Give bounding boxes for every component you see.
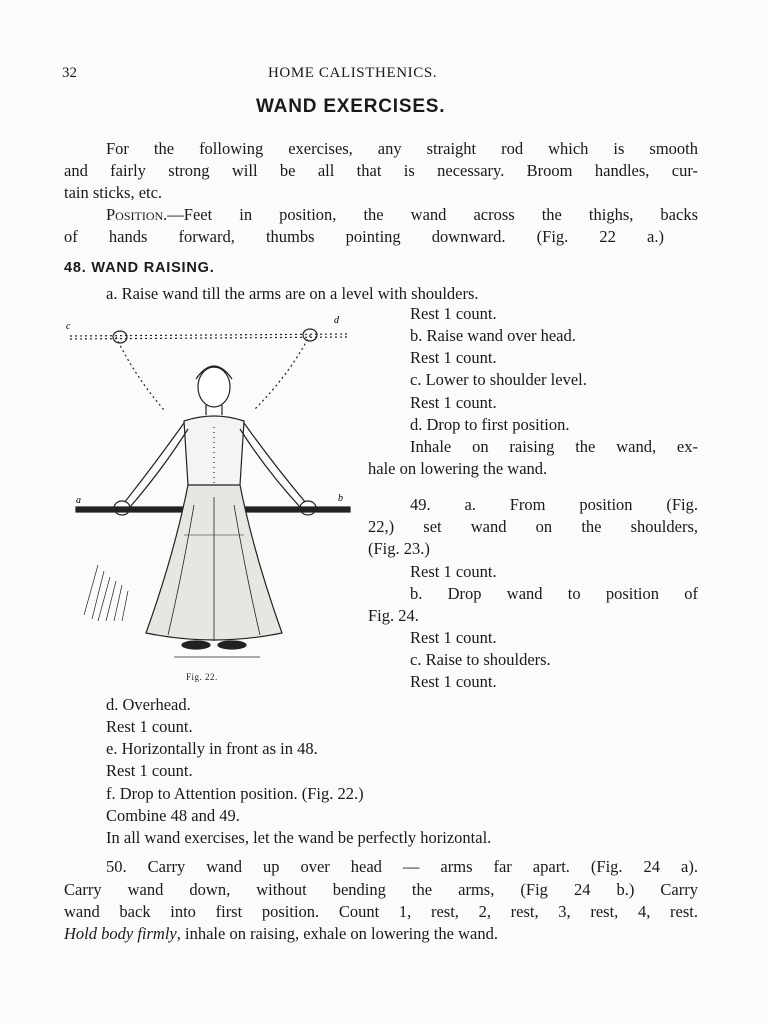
exercise-49-step-1: Rest 1 count. <box>410 562 497 581</box>
figure-22-illustration <box>64 315 364 665</box>
exercise-49-step-5: Rest 1 count. <box>410 672 497 691</box>
exercise-48-step-4: c. Lower to shoulder level. <box>410 370 587 389</box>
fig-letter-a: a <box>76 495 81 506</box>
intro-line-1: For the following exercises, any straight rod which is smooth <box>106 139 698 158</box>
figure-caption: Fig. 22. <box>186 672 218 682</box>
position-line-1-text: —Feet in position, the wand across the thighs, backs <box>167 205 698 224</box>
exercise-48-heading: 48. WAND RAISING. <box>64 260 215 276</box>
exercise-49-step-2: b. Drop wand to position of <box>410 584 698 603</box>
intro-line-3: tain sticks, etc. <box>64 183 163 202</box>
exercise-48-step-5: Rest 1 count. <box>410 393 497 412</box>
figure-22 <box>64 315 364 665</box>
exercise-49-fig24: Fig. 24. <box>368 606 419 625</box>
exercise-50-emphasis: Hold body firmly <box>64 924 177 943</box>
arm-raised-right-outline <box>254 335 310 410</box>
exercise-48-step-2: b. Raise wand over head. <box>410 326 576 345</box>
exercise-49-line-2: 22,) set wand on the shoulders, <box>368 517 698 536</box>
exercise-50-line-2: Carry wand down, without bending the arms, (Fig 24 b.) Carry <box>64 880 698 899</box>
exercise-50-line-3: wand back into first position. Count 1, rest, 2, rest, 3, rest, 4, rest. <box>64 902 698 921</box>
exercise-49-line-1: 49. a. From position (Fig. <box>410 495 698 514</box>
wand-raised-outline <box>70 334 350 336</box>
arm-right <box>244 423 306 503</box>
floor-shading <box>84 565 128 621</box>
exercise-49-step-4: c. Raise to shoulders. <box>410 650 551 669</box>
exercise-48-step-7: Inhale on raising the wand, ex- <box>410 437 698 456</box>
continuation-rest-1: Rest 1 count. <box>106 717 193 736</box>
continuation-e: e. Horizontally in front as in 48. <box>106 739 318 758</box>
exercise-50-line-4 <box>64 923 498 945</box>
exercise-50-line-4-rest: , inhale on raising, exhale on lowering the wand. <box>176 924 498 943</box>
exercise-49-step-3: Rest 1 count. <box>410 628 497 647</box>
fig-letter-c: c <box>66 321 71 332</box>
arm-left <box>124 423 184 503</box>
continuation-f: f. Drop to Attention position. (Fig. 22.) <box>106 784 364 803</box>
fig-letter-d: d <box>334 315 339 326</box>
exercise-50-line-1: 50. Carry wand up over head — arms far apart. (Fig. 24 a). <box>106 857 698 876</box>
position-line-2: of hands forward, thumbs pointing downward. (Fig. 22 a.) <box>64 227 664 246</box>
exercise-48-step-6: d. Drop to first position. <box>410 415 570 434</box>
exercise-49-line-3: (Fig. 23.) <box>368 539 430 558</box>
position-line-1 <box>106 204 698 226</box>
page-number: 32 <box>62 65 77 81</box>
section-title: WAND EXERCISES. <box>256 96 446 117</box>
arm-raised-left-outline <box>116 337 164 410</box>
exercise-48-step-cont: hale on lowering the wand. <box>368 459 548 478</box>
position-label: Position. <box>106 205 168 224</box>
intro-line-2: and fairly strong will be all that is necessary. Broom handles, cur- <box>64 161 698 180</box>
continuation-d: d. Overhead. <box>106 695 191 714</box>
continuation-horizontal: In all wand exercises, let the wand be perfectly horizontal. <box>106 828 492 847</box>
exercise-48-step-1: Rest 1 count. <box>410 304 497 323</box>
figure-head <box>198 367 230 407</box>
fig-letter-b: b <box>338 493 343 504</box>
continuation-rest-2: Rest 1 count. <box>106 761 193 780</box>
running-title: HOME CALISTHENICS. <box>268 65 438 81</box>
continuation-combine: Combine 48 and 49. <box>106 806 240 825</box>
exercise-48-step-3: Rest 1 count. <box>410 348 497 367</box>
exercise-48-line-a: a. Raise wand till the arms are on a level with shoulders. <box>106 284 479 303</box>
